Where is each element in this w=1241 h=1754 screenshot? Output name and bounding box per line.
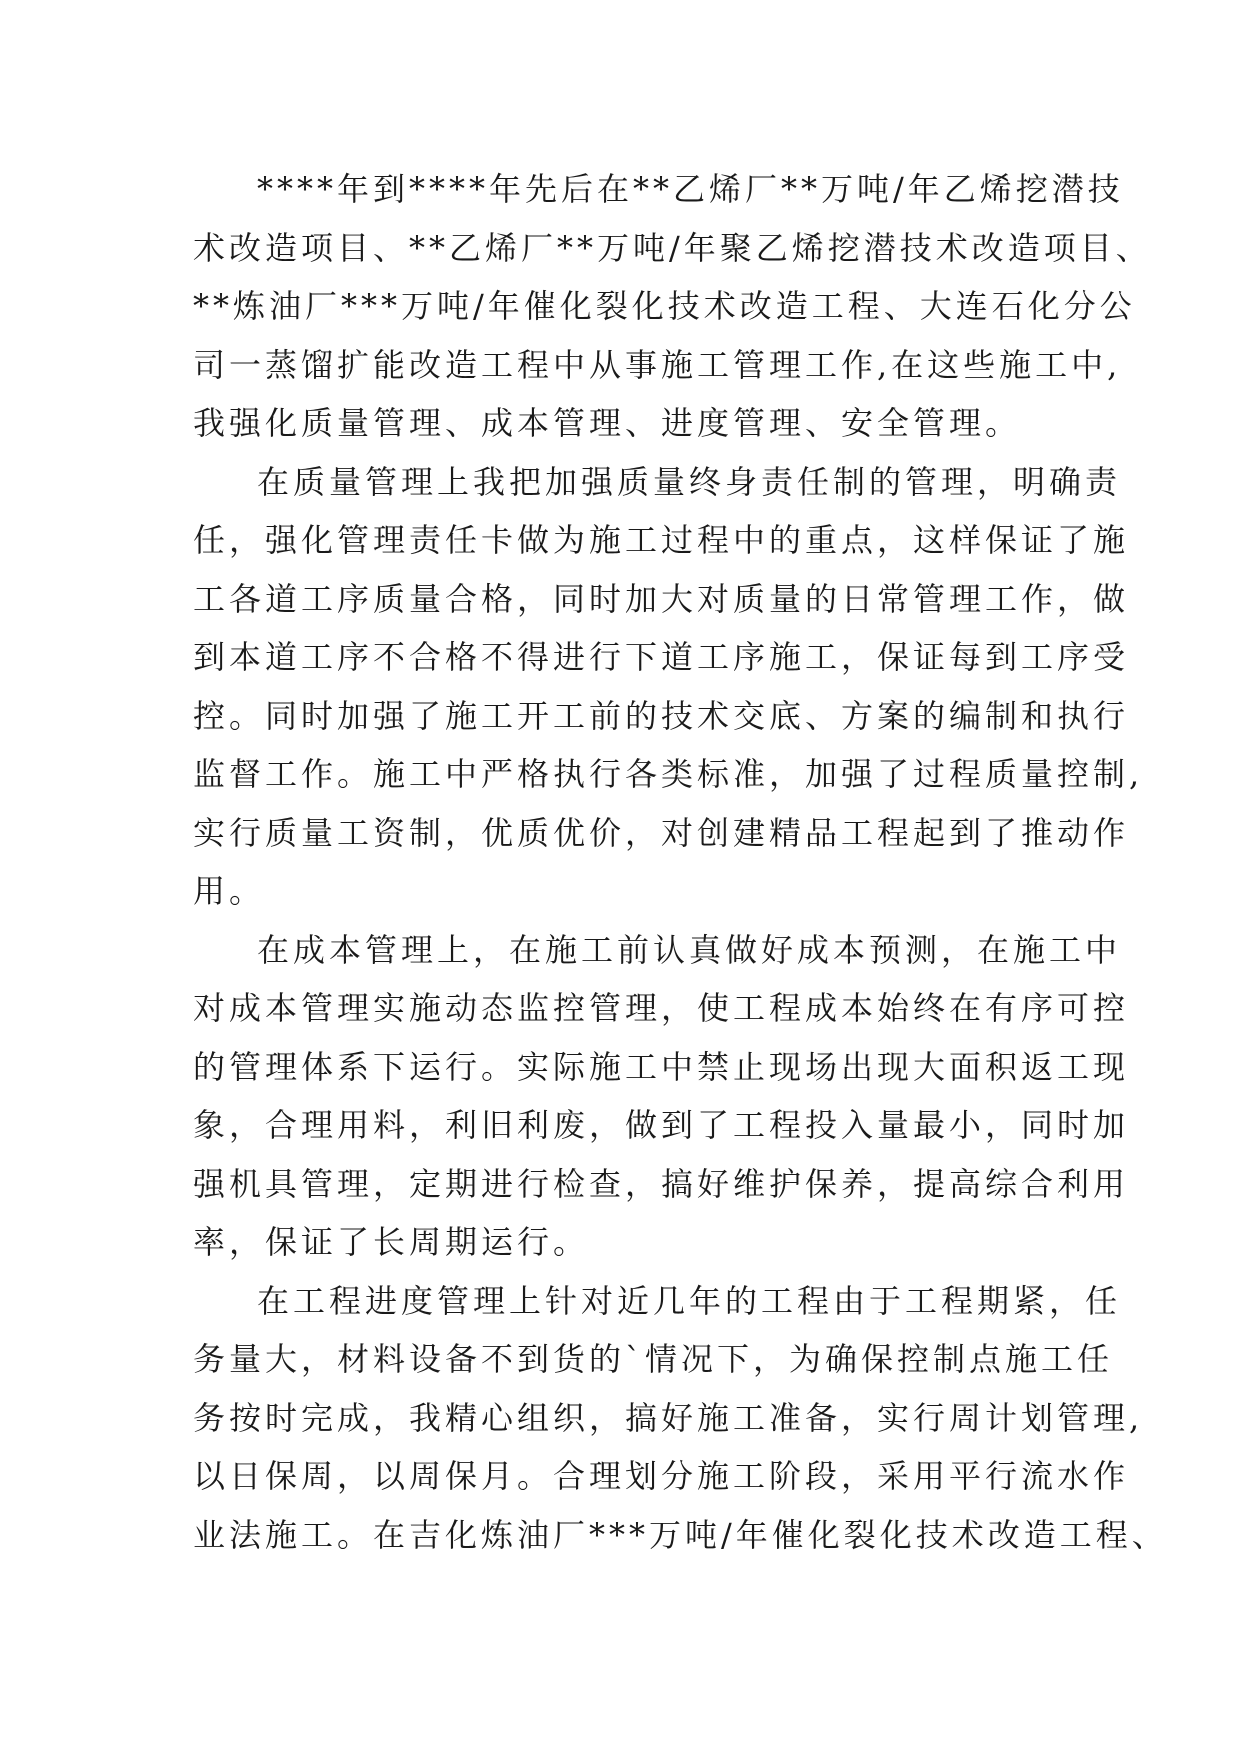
text-line: 务量大，材料设备不到货的`情况下，为确保控制点施工任 [193, 1340, 1114, 1378]
text-line: 术改造项目、**乙烯厂**万吨/年聚乙烯挖潜技术改造项目、 [193, 228, 1152, 267]
text-line: 对成本管理实施动态监控管理，使工程成本始终在有序可控 [193, 989, 1130, 1027]
text-line: 率，保证了长周期运行。 [193, 1223, 590, 1261]
text-line: 在质量管理上我把加强质量终身责任制的管理，明确责 [257, 462, 1122, 501]
text-line: 实行质量工资制，优质优价，对创建精品工程起到了推动作 [193, 813, 1130, 852]
text-line: 工各道工序质量合格，同时加大对质量的日常管理工作，做 [193, 579, 1130, 618]
text-line: 任，强化管理责任卡做为施工过程中的重点，这样保证了施 [193, 521, 1130, 559]
text-line: 务按时完成，我精心组织，搞好施工准备，实行周计划管理, [193, 1398, 1144, 1437]
text-line: 业法施工。在吉化炼油厂***万吨/年催化裂化技术改造工程、 [193, 1515, 1168, 1554]
paragraph-projects [193, 160, 1152, 453]
paragraph-schedule-management [193, 1272, 1168, 1565]
text-line: 控。同时加强了施工开工前的技术交底、方案的编制和执行 [193, 696, 1130, 735]
text-line: 我强化质量管理、成本管理、进度管理、安全管理。 [193, 404, 1022, 442]
paragraph-quality-management [193, 453, 1144, 921]
text-line: 的管理体系下运行。实际施工中禁止现场出现大面积返工现 [193, 1047, 1130, 1086]
text-line: 强机具管理，定期进行检查，搞好维护保养，提高综合利用 [193, 1164, 1130, 1203]
text-line: 在成本管理上，在施工前认真做好成本预测，在施工中 [257, 930, 1122, 969]
text-line: 监督工作。施工中严格执行各类标准，加强了过程质量控制, [193, 755, 1144, 793]
text-line: ****年到****年先后在**乙烯厂**万吨/年乙烯挖潜技 [257, 170, 1124, 208]
text-line: **炼油厂***万吨/年催化裂化技术改造工程、大连石化分公 [193, 287, 1136, 325]
text-line: 象，合理用料，利旧利废，做到了工程投入量最小，同时加 [193, 1106, 1130, 1144]
text-line: 以日保周，以周保月。合理划分施工阶段，采用平行流水作 [193, 1457, 1130, 1495]
text-line: 在工程进度管理上针对近几年的工程由于工程期紧，任 [257, 1281, 1122, 1320]
document-body [193, 160, 1168, 1564]
text-line: 用。 [193, 872, 266, 910]
paragraph-cost-management [193, 921, 1130, 1272]
text-line: 司一蒸馏扩能改造工程中从事施工管理工作,在这些施工中, [193, 345, 1122, 384]
text-line: 到本道工序不合格不得进行下道工序施工，保证每到工序受 [193, 638, 1130, 676]
